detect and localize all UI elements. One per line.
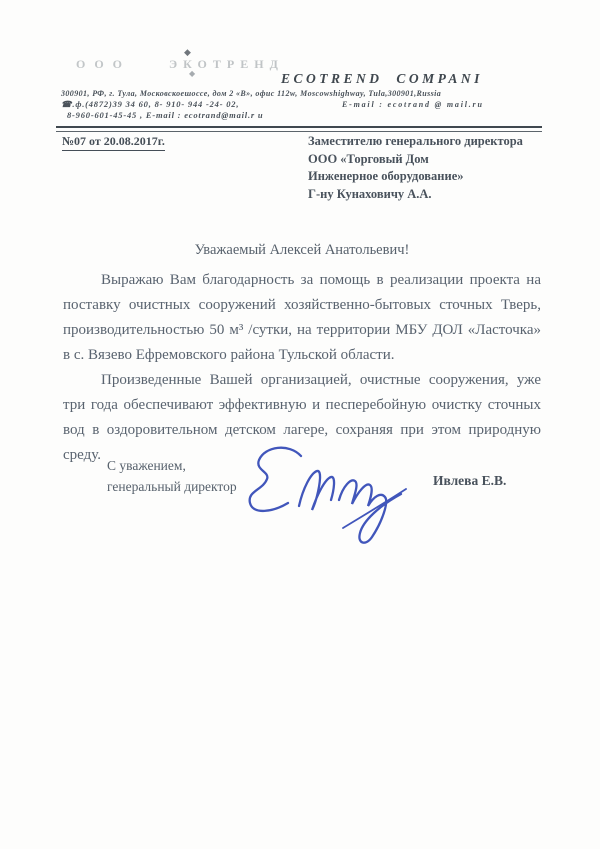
closing-line: генеральный директор <box>107 479 237 494</box>
recipient-block <box>308 133 550 203</box>
logo-ooo-text: ООО <box>76 57 132 71</box>
header-divider <box>56 126 542 132</box>
closing-block <box>107 455 237 497</box>
company-title: ECOTREND COMPANI <box>281 71 483 86</box>
diamond-icon-top: ◆ <box>184 47 191 57</box>
reference-number-date: №07 от 20.08.2017г. <box>62 134 165 151</box>
diamond-icon-bottom: ◆ <box>189 69 196 78</box>
paragraph: Выражаю Вам благодарность за помощь в реализации проекта на поставку очистных сооружений хозяйственно-бытовых сточных Тверь, производительностью 50 м³ /сутки, на территории МБУ ДОЛ «Ласточка» в с. Вязево Ефремовского района Тульской области. <box>63 272 541 363</box>
recipient-line: Г-ну Кунаховичу А.А. <box>308 186 432 201</box>
recipient-line: Инженерное оборудование» <box>308 169 464 183</box>
company-email-right: E-mail : ecotrand @ mail.ru <box>342 100 484 109</box>
signer-name: Ивлева Е.В. <box>433 473 507 488</box>
company-address: 300901, РФ, г. Тула, Московскоешоссе, дом 2 «В», офис 112w, Moscowshighway, Tula,300901,Russia <box>61 89 442 98</box>
recipient-line: Заместителю генерального директора <box>308 134 523 148</box>
salutation: Уважаемый Алексей Анатольевич! <box>194 242 410 258</box>
recipient-line: ООО «Торговый Дом <box>308 151 429 166</box>
closing-line: С уважением, <box>107 458 186 473</box>
logo-name-text: ЭКОТРЕНД <box>169 57 284 71</box>
handwritten-signature <box>243 438 418 550</box>
company-logo <box>76 55 284 73</box>
company-phone-line2: 8-960-601-45-45 , E-mail : ecotrand@mail.r u <box>67 110 264 120</box>
company-phone-line: ☎.ф.(4872)39 34 60, 8- 910- 944 -24- 02, <box>61 99 240 109</box>
paragraph: Произведенные Вашей организацией, очистные сооружения, уже три года обеспечивают эффективную и песперебойную очистку сточных вод в оздоровительном детском лагере, сохраняя при этом природную среду. <box>63 372 541 463</box>
